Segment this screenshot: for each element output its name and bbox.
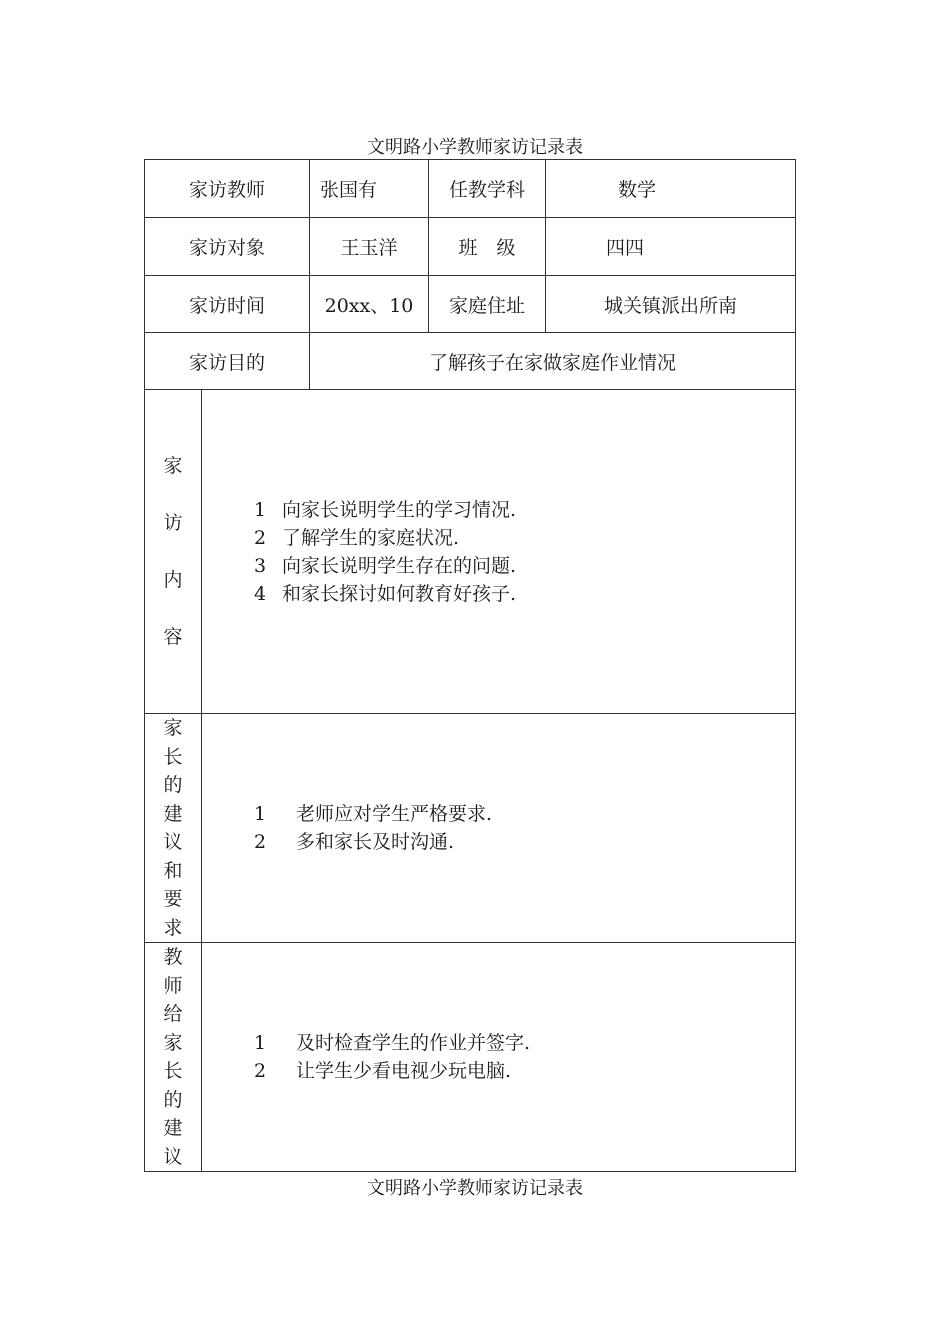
purpose-value: 了解孩子在家做家庭作业情况	[310, 333, 796, 390]
teacher-suggestion-body	[202, 943, 796, 1172]
list-item: 1 老师应对学生严格要求.	[254, 803, 493, 825]
time-label: 家访时间	[145, 276, 310, 333]
teacher-suggestion-list	[254, 1029, 795, 1085]
document-footer-title: 文明路小学教师家访记录表	[367, 1178, 583, 1199]
class-value: 四四	[546, 218, 796, 276]
subject-label: 任教学科	[429, 160, 546, 218]
list-item: 1 及时检查学生的作业并签字.	[254, 1032, 531, 1054]
parent-suggestion-body	[202, 714, 796, 943]
time-value: 20xx、10	[310, 276, 429, 333]
teacher-value: 张国有	[310, 160, 429, 218]
parent-suggestion-label: 家 长 的 建 议 和 要 求	[145, 714, 202, 943]
purpose-label: 家访目的	[145, 333, 310, 390]
purpose-row	[145, 333, 796, 390]
visit-content-row	[145, 390, 796, 714]
list-item: 2 了解学生的家庭状况.	[254, 526, 460, 549]
teacher-suggestion-row	[145, 943, 796, 1172]
home-visit-record-table	[144, 159, 796, 1172]
address-label: 家庭住址	[429, 276, 546, 333]
target-row	[145, 218, 796, 276]
list-item: 3 向家长说明学生存在的问题.	[254, 554, 517, 577]
teacher-label: 家访教师	[145, 160, 310, 218]
list-item: 4 和家长探讨如何教育好孩子.	[254, 582, 517, 605]
target-value: 王玉洋	[310, 218, 429, 276]
address-value: 城关镇派出所南	[546, 276, 796, 333]
visit-content-label: 家 访 内 容	[145, 390, 202, 714]
teacher-row	[145, 160, 796, 218]
time-row	[145, 276, 796, 333]
class-label: 班 级	[429, 218, 546, 276]
target-label: 家访对象	[145, 218, 310, 276]
visit-content-body	[202, 390, 796, 714]
parent-suggestion-list	[254, 800, 795, 856]
teacher-suggestion-label: 教 师 给 家 长 的 建 议	[145, 943, 202, 1172]
list-item: 2 多和家长及时沟通.	[254, 831, 455, 853]
list-item: 2 让学生少看电视少玩电脑.	[254, 1060, 512, 1082]
visit-content-list	[254, 496, 795, 608]
subject-value: 数学	[546, 160, 796, 218]
list-item: 1 向家长说明学生的学习情况.	[254, 498, 517, 521]
document-title: 文明路小学教师家访记录表	[367, 137, 583, 158]
parent-suggestion-row	[145, 714, 796, 943]
